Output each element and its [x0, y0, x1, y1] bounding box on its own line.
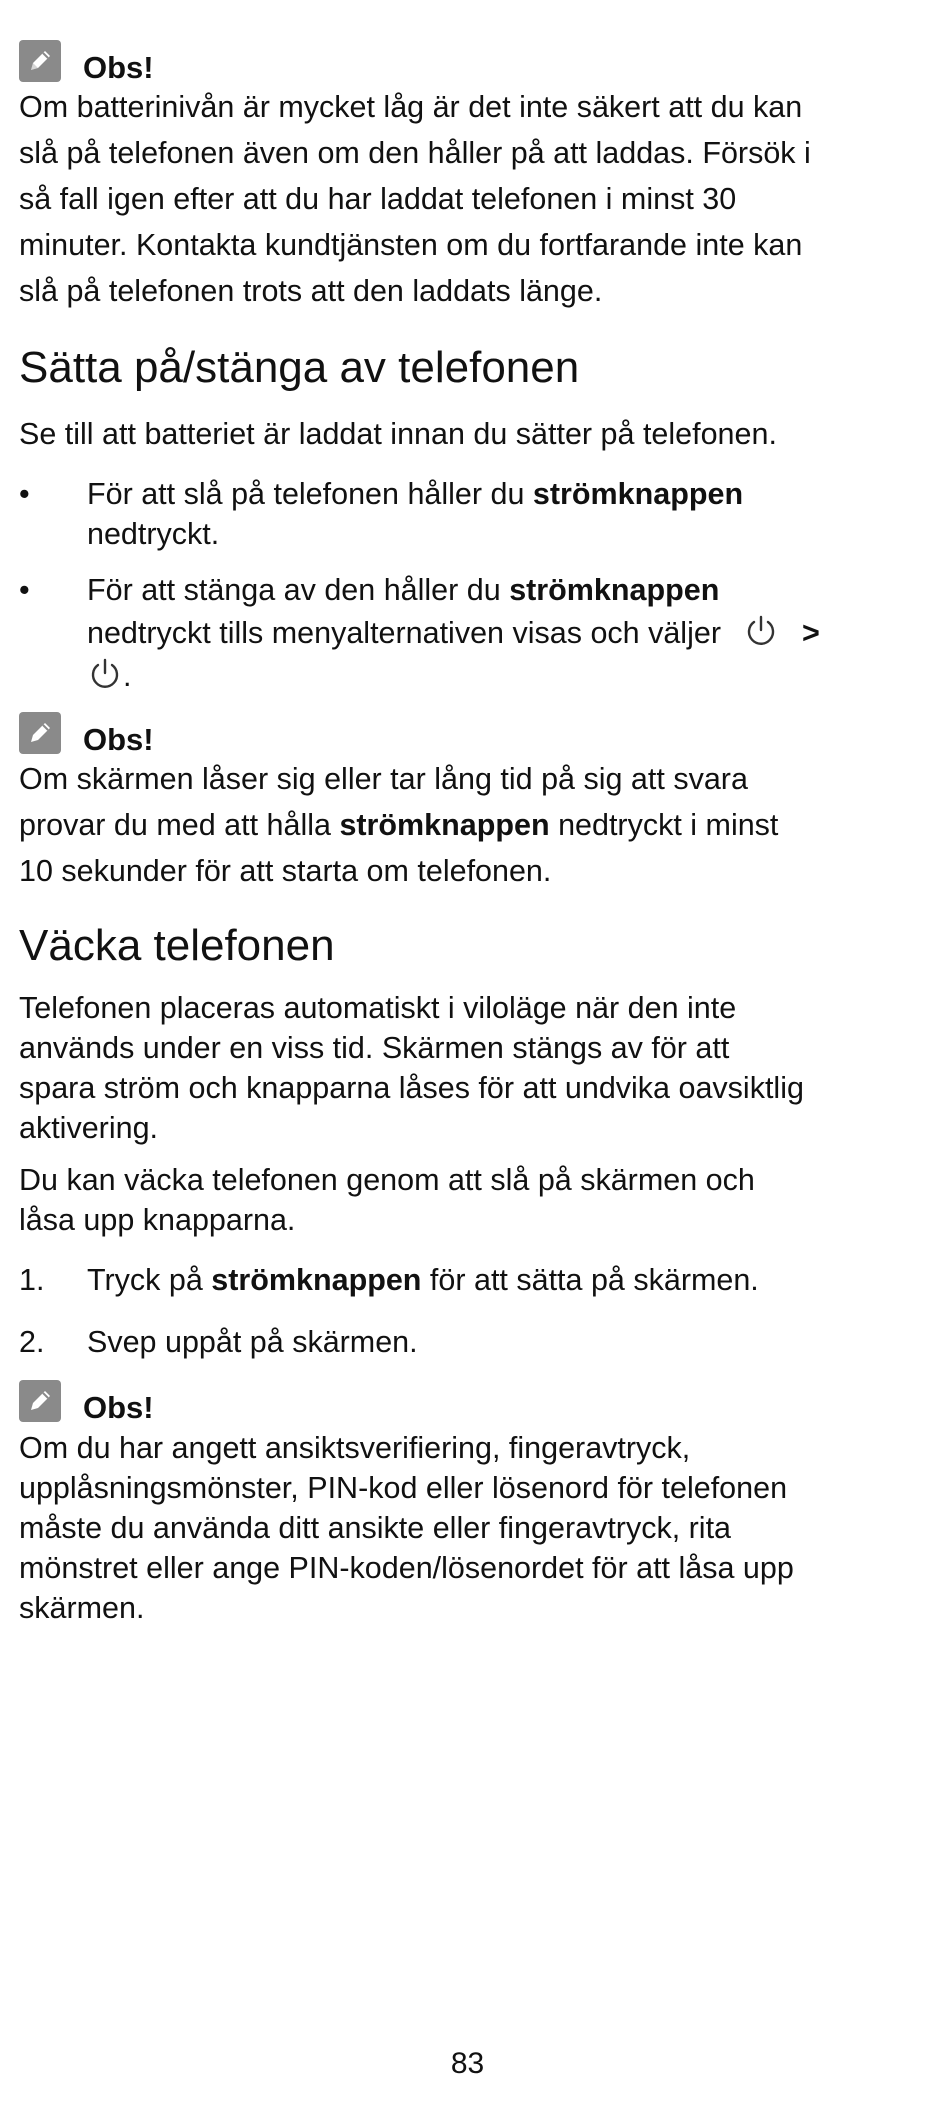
note-text: [19, 756, 919, 894]
bullet-item: [19, 570, 919, 694]
note-label: Obs!: [83, 50, 154, 85]
pencil-icon: [19, 40, 61, 82]
numbered-step: [19, 1322, 919, 1362]
menu-separator: >: [801, 616, 820, 650]
text-line: Du kan väcka telefonen genom att slå på skärmen och: [19, 1163, 755, 1197]
note-block: [19, 1378, 919, 1628]
text-line: slå på telefonen trots att den laddats länge.: [19, 274, 603, 308]
section-heading: Väcka telefonen: [19, 921, 335, 970]
text-line: 10 sekunder för att starta om telefonen.: [19, 854, 552, 888]
pencil-icon: [19, 1380, 61, 1422]
text-span: provar du med att hålla: [19, 808, 340, 842]
step-number: 2.: [19, 1325, 45, 1359]
note-block: [19, 38, 919, 314]
power-icon: [87, 656, 123, 692]
text-line: nedtryckt.: [87, 517, 220, 551]
page-number: 83: [450, 2047, 485, 2080]
section-heading: Sätta på/stänga av telefonen: [19, 343, 580, 392]
text-line: Om du har angett ansiktsverifiering, fingeravtryck,: [19, 1431, 691, 1465]
note-text: [19, 1428, 919, 1628]
paragraph: [19, 1160, 919, 1240]
text-line: Telefonen placeras automatiskt i viloläge när den inte: [19, 991, 737, 1025]
note-text: [19, 84, 919, 314]
text-line: [87, 570, 919, 610]
text-line: Om skärmen låser sig eller tar lång tid på sig att svara: [19, 762, 748, 796]
note-label: Obs!: [83, 722, 154, 757]
text-line: minuter. Kontakta kundtjänsten om du fortfarande inte kan: [19, 228, 803, 262]
text-span: .: [123, 659, 132, 693]
bold-term: strömknappen: [211, 1263, 422, 1297]
text-line: spara ström och knapparna låses för att undvika oavsiktlig: [19, 1071, 804, 1105]
text-line: mönstret eller ange PIN-koden/lösenordet för att låsa upp: [19, 1551, 794, 1585]
note-label: Obs!: [83, 1390, 154, 1425]
text-line: [19, 802, 919, 848]
paragraph: [19, 988, 919, 1148]
text-span: För att stänga av den håller du: [87, 573, 510, 607]
text-span: nedtryckt i minst: [549, 808, 779, 842]
text-line: [87, 474, 919, 514]
note-header: [19, 38, 919, 84]
manual-page: [19, 38, 919, 1628]
text-line: slå på telefonen även om den håller på att laddas. Försök i: [19, 136, 811, 170]
step-number: 1.: [19, 1263, 45, 1297]
bold-term: strömknappen: [509, 573, 720, 607]
bullet-marker: •: [19, 573, 30, 607]
bullet-item: [19, 474, 919, 554]
text-line: så fall igen efter att du har laddat telefonen i minst 30: [19, 182, 737, 216]
power-icon: [743, 613, 779, 649]
text-line: [87, 656, 919, 694]
bullet-marker: •: [19, 477, 30, 511]
text-line: skärmen.: [19, 1591, 145, 1625]
text-line: aktivering.: [19, 1111, 159, 1145]
text-line: Om batterinivån är mycket låg är det inte säkert att du kan: [19, 90, 803, 124]
text-span: Tryck på: [87, 1263, 212, 1297]
text-span: för att sätta på skärmen.: [421, 1263, 759, 1297]
note-header: [19, 710, 919, 756]
numbered-step: [19, 1260, 919, 1300]
note-block: [19, 710, 919, 894]
text-span: För att slå på telefonen håller du: [87, 477, 533, 511]
text-line: låsa upp knapparna.: [19, 1203, 296, 1237]
bold-term: strömknappen: [532, 477, 744, 511]
section-intro: Se till att batteriet är laddat innan du sätter på telefonen.: [19, 417, 777, 451]
bold-term: strömknappen: [339, 808, 550, 842]
text-span: nedtryckt tills menyalternativen visas och väljer: [87, 616, 721, 650]
pencil-icon: [19, 712, 61, 754]
text-line: [87, 610, 919, 656]
text-line: används under en viss tid. Skärmen stängs av för att: [19, 1031, 730, 1065]
text-span: Svep uppåt på skärmen.: [87, 1325, 418, 1359]
text-line: måste du använda ditt ansikte eller fingeravtryck, rita: [19, 1511, 732, 1545]
text-line: upplåsningsmönster, PIN-kod eller lösenord för telefonen: [19, 1471, 788, 1505]
note-header: [19, 1378, 919, 1424]
